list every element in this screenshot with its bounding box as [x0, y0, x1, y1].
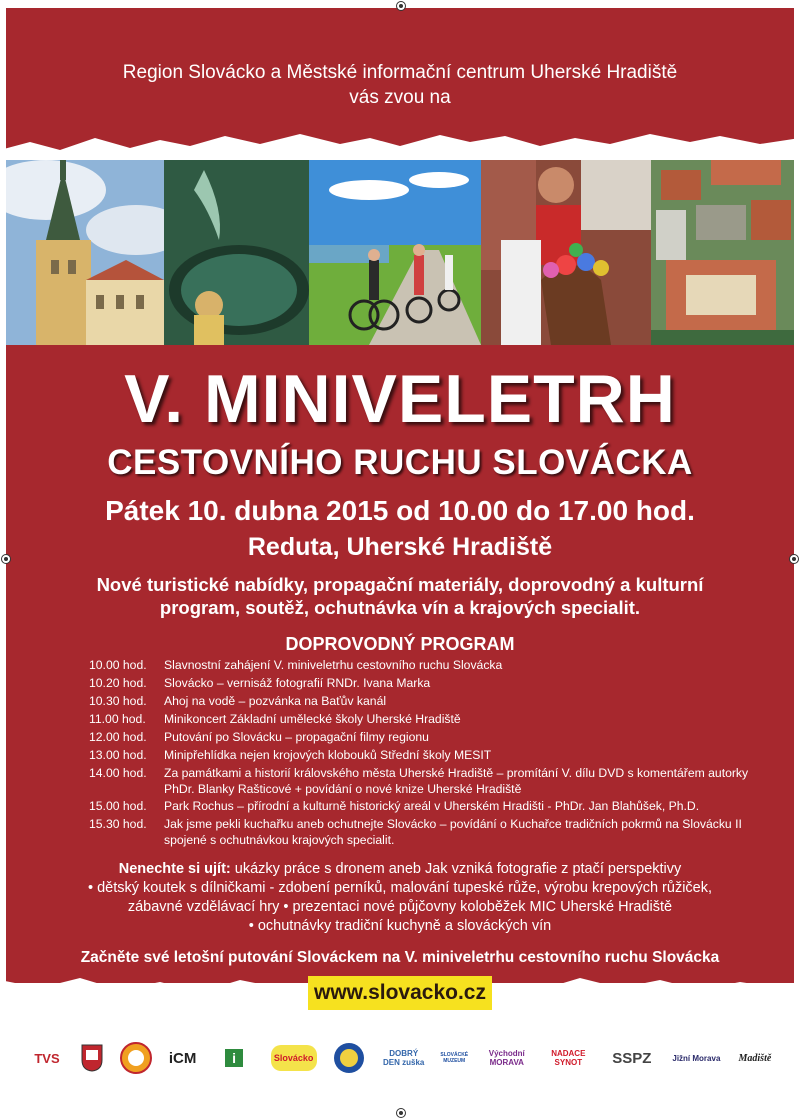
sub-title: CESTOVNÍHO RUCHU SLOVÁCKA	[107, 443, 693, 482]
registration-mark-bottom	[396, 1108, 406, 1118]
zuska-logo: DOBRÝ DEN zuška	[383, 1049, 425, 1067]
program-activity: Minipřehlídka nejen krojových klobouků Střední školy MESIT	[164, 748, 492, 762]
program-activity: Jak jsme pekli kuchařku aneb ochutnejte Slovácko – povídání o Kuchařce tradičních pokrmů na Slovácku II spojené s ochutnávkou krajových specialit.	[164, 817, 742, 847]
program-time: 13.00 hod.	[89, 748, 147, 762]
event-venue: Reduta, Uherské Hradiště	[247, 533, 553, 561]
program-activity: Putování po Slovácku – propagační filmy regionu	[164, 730, 429, 744]
mic-logo	[212, 1041, 256, 1075]
event-offer: Nové turistické nabídky, propagační materiály, doprovodný a kulturní program, soutěž, ochutnávka vín a krajových specialit.	[96, 574, 704, 618]
event-date: Pátek 10. dubna 2015 od 10.00 do 17.00 hod.	[105, 495, 695, 526]
program-row	[89, 728, 749, 746]
uh-town-logo	[79, 1041, 105, 1075]
vychodni-morava-logo: Východní MORAVA	[488, 1049, 525, 1067]
program-time: 12.00 hod.	[89, 730, 147, 744]
extras-lead: Nenechte si ujít:	[118, 861, 231, 877]
sspz-logo: SSPZ	[612, 1049, 652, 1067]
jizni-morava-logo: Jižní Morava	[672, 1053, 721, 1063]
extras-text-1: ukázky práce s dronem aneb Jak vzniká fotografie z ptačí perspektivy	[234, 861, 682, 877]
extras-line-4: • ochutnávky tradiční kuchyně a slováckých vín	[248, 918, 552, 934]
program-time: 14.00 hod.	[89, 766, 147, 780]
program-time: 15.00 hod.	[89, 799, 147, 813]
program-list	[89, 656, 749, 848]
registration-mark-top	[396, 1, 406, 11]
extras-line-2: • dětský koutek s dílničkami - zdobení perníků, malování tupeské růže, výrobu krepových růžiček,	[87, 880, 713, 896]
museum-logo: SLOVÁCKÉ MUZEUM	[440, 1052, 469, 1064]
blue-globe-logo	[331, 1041, 367, 1075]
nadace-synot-logo: NADACE SYNOT	[551, 1049, 586, 1067]
aerial-town-photo	[651, 150, 794, 345]
program-time: 15.30 hod.	[89, 817, 147, 831]
round-emblem-logo	[119, 1041, 153, 1075]
photo-strip	[6, 150, 794, 345]
program-activity: Ahoj na vodě – pozvánka na Baťův kanál	[164, 694, 387, 708]
intro-line-2: vás zvou na	[349, 87, 451, 108]
cycling-photo	[309, 150, 481, 345]
program-activity: Za památkami a historií královského města Uherské Hradiště – promítání V. dílu DVD s komentářem autorky PhDr. Blanky Rašticové + povídání o nové knize Uherské Hradiště	[164, 766, 749, 796]
icm-logo: iCM	[168, 1049, 197, 1067]
program-time: 10.20 hod.	[89, 676, 147, 690]
program-activity: Minikoncert Základní umělecké školy Uherské Hradiště	[164, 712, 461, 726]
church-photo	[6, 150, 164, 345]
program-time: 10.30 hod.	[89, 694, 147, 708]
program-row	[89, 797, 749, 815]
program-row	[89, 692, 749, 710]
program-activity: Slovácko – vernisáž fotografií RNDr. Ivana Marka	[164, 676, 431, 690]
extras-block	[60, 860, 740, 936]
intro-line-1: Region Slovácko a Městské informační centrum Uherské Hradiště	[122, 62, 678, 83]
program-row	[89, 764, 749, 797]
program-row	[89, 710, 749, 728]
tvs-logo: TVS	[34, 1050, 60, 1066]
program-row	[89, 656, 749, 674]
website-link[interactable]: www.slovacko.cz	[308, 976, 492, 1010]
slovacko-logo: Slovácko	[271, 1045, 317, 1071]
program-heading: DOPROVODNÝ PROGRAM	[285, 634, 515, 654]
program-activity: Park Rochus – přírodní a kulturně historický areál v Uherském Hradišti - PhDr. Jan Blahůšek, Ph.D.	[164, 799, 700, 813]
mic-logo-glyph: i	[225, 1049, 243, 1067]
program-row	[89, 815, 749, 848]
closing-line: Začněte své letošní putování Slováckem na V. miniveletrhu cestovního ruchu Slovácka	[80, 949, 720, 966]
folklore-horse-photo	[481, 150, 651, 345]
program-time: 10.00 hod.	[89, 658, 147, 672]
program-activity: Slavnostní zahájení V. miniveletrhu cestovního ruchu Slovácka	[164, 658, 503, 672]
program-time: 11.00 hod.	[89, 712, 146, 726]
madiste-logo: Madiště	[738, 1052, 772, 1064]
torn-paper-top	[0, 120, 800, 160]
program-row	[89, 674, 749, 692]
extras-line-1	[60, 860, 740, 879]
program-row	[89, 746, 749, 764]
sponsor-logos	[30, 1038, 775, 1078]
extras-line-3: zábavné vzdělávací hry • prezentaci nové půjčovny koloběžek MIC Uherské Hradiště	[127, 899, 673, 915]
museum-photo	[164, 150, 309, 345]
main-title: V. MINIVELETRH	[124, 361, 676, 437]
